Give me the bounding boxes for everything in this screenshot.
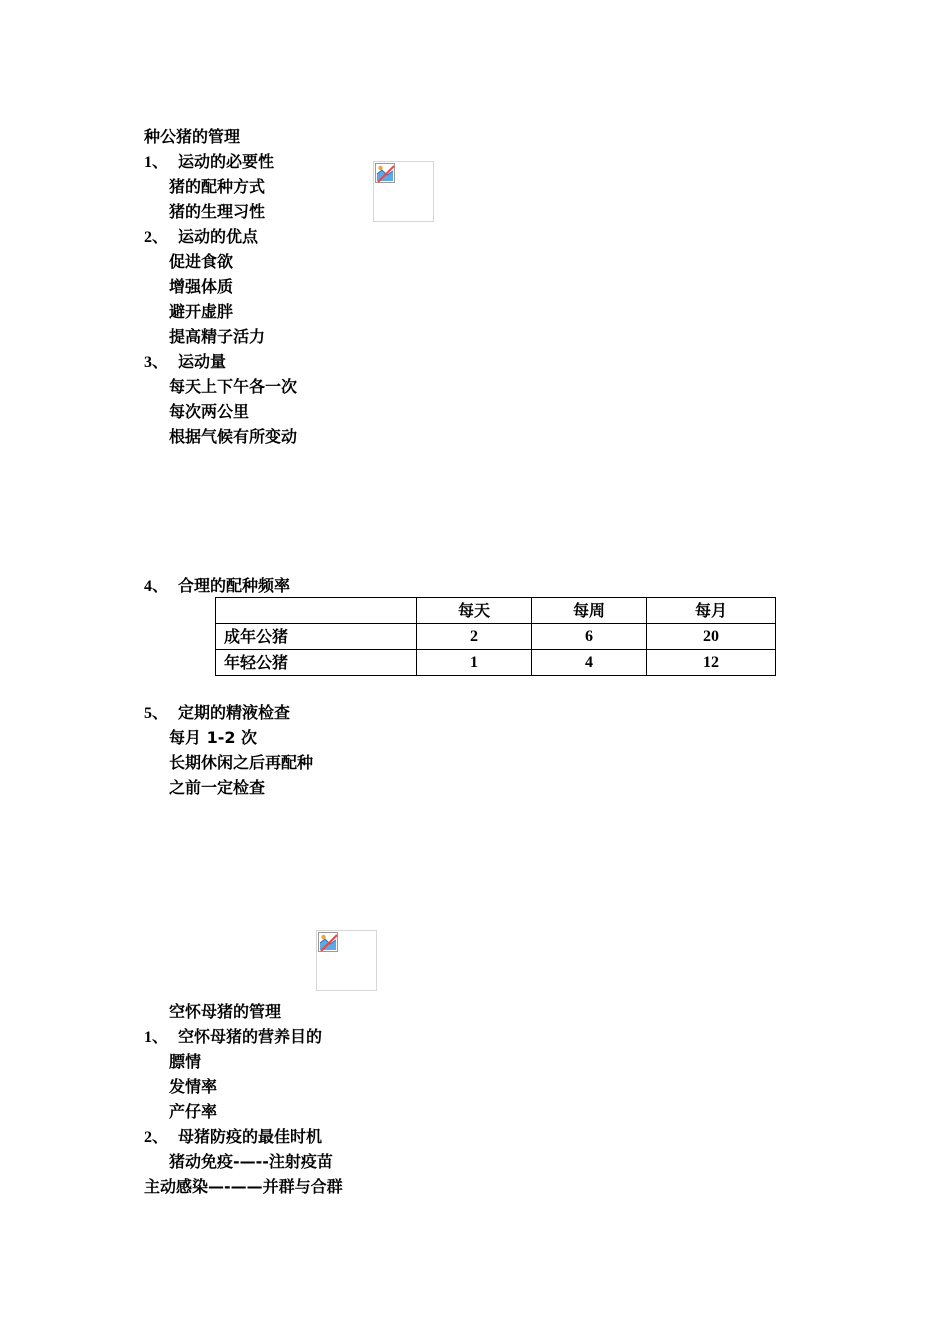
table-cell: 20: [647, 624, 776, 650]
sub-item: 之前一定检查: [169, 778, 266, 797]
table-row: [216, 624, 776, 650]
sub-item: 每天上下午各一次: [169, 377, 298, 396]
table-row-label: 年轻公猪: [216, 650, 417, 676]
sub-item: 膘情: [169, 1052, 202, 1071]
list-number: 1、: [144, 154, 169, 171]
list-item-vaccination-timing: [144, 1127, 322, 1147]
table-header-cell: 每周: [532, 598, 647, 624]
list-label: 空怀母猪的营养目的: [178, 1027, 323, 1046]
sub-item: 猪动免疫-—--注射疫苗: [169, 1152, 333, 1171]
sub-item: 促进食欲: [169, 252, 234, 271]
list-number: 5、: [144, 705, 169, 722]
list-item-exercise-amount: [144, 352, 226, 372]
list-label: 运动量: [178, 352, 227, 371]
list-number: 4、: [144, 578, 169, 595]
table-header-cell: 每天: [417, 598, 532, 624]
sub-item: 猪的生理习性: [169, 202, 266, 221]
sub-item: 猪的配种方式: [169, 177, 266, 196]
table-cell: 1: [417, 650, 532, 676]
table-cell: 4: [532, 650, 647, 676]
list-item-semen-check: [144, 703, 290, 723]
sub-item: 避开虚胖: [169, 302, 234, 321]
sub-item: 发情率: [169, 1077, 218, 1096]
sub-item: 每次两公里: [169, 402, 250, 421]
list-item-nutrition-goals: [144, 1027, 322, 1047]
broken-image-placeholder: [316, 930, 377, 991]
list-item-mating-frequency: [144, 576, 290, 596]
broken-image-icon: [375, 163, 395, 183]
footer-line: 主动感染—-——并群与合群: [144, 1177, 343, 1196]
table-header-cell: 每月: [647, 598, 776, 624]
list-label: 运动的优点: [178, 227, 259, 246]
table-row-label: 成年公猪: [216, 624, 417, 650]
broken-image-icon: [318, 932, 338, 952]
section-title-sow-management: 空怀母猪的管理: [169, 1002, 282, 1021]
table-header-cell: [216, 598, 417, 624]
table-header-row: [216, 598, 776, 624]
sub-item: 增强体质: [169, 277, 234, 296]
table-cell: 12: [647, 650, 776, 676]
list-item-exercise-necessity: [144, 152, 274, 172]
list-label: 定期的精液检查: [178, 703, 291, 722]
list-item-exercise-benefits: [144, 227, 258, 247]
sub-item: 长期休闲之后再配种: [169, 753, 314, 772]
table-row: [216, 650, 776, 676]
broken-image-placeholder: [373, 161, 434, 222]
list-label: 运动的必要性: [178, 152, 275, 171]
table-cell: 2: [417, 624, 532, 650]
sub-item: 每月 1-2 次: [169, 728, 258, 747]
sub-item: 根据气候有所变动: [169, 427, 298, 446]
table-cell: 6: [532, 624, 647, 650]
mating-frequency-table: [215, 597, 776, 676]
list-label: 合理的配种频率: [178, 576, 291, 595]
sub-item: 产仔率: [169, 1102, 218, 1121]
list-number: 2、: [144, 229, 169, 246]
list-number: 1、: [144, 1029, 169, 1046]
list-number: 3、: [144, 354, 169, 371]
section-title-boar-management: 种公猪的管理: [144, 127, 241, 146]
list-label: 母猪防疫的最佳时机: [178, 1127, 323, 1146]
list-number: 2、: [144, 1129, 169, 1146]
sub-item: 提高精子活力: [169, 327, 266, 346]
